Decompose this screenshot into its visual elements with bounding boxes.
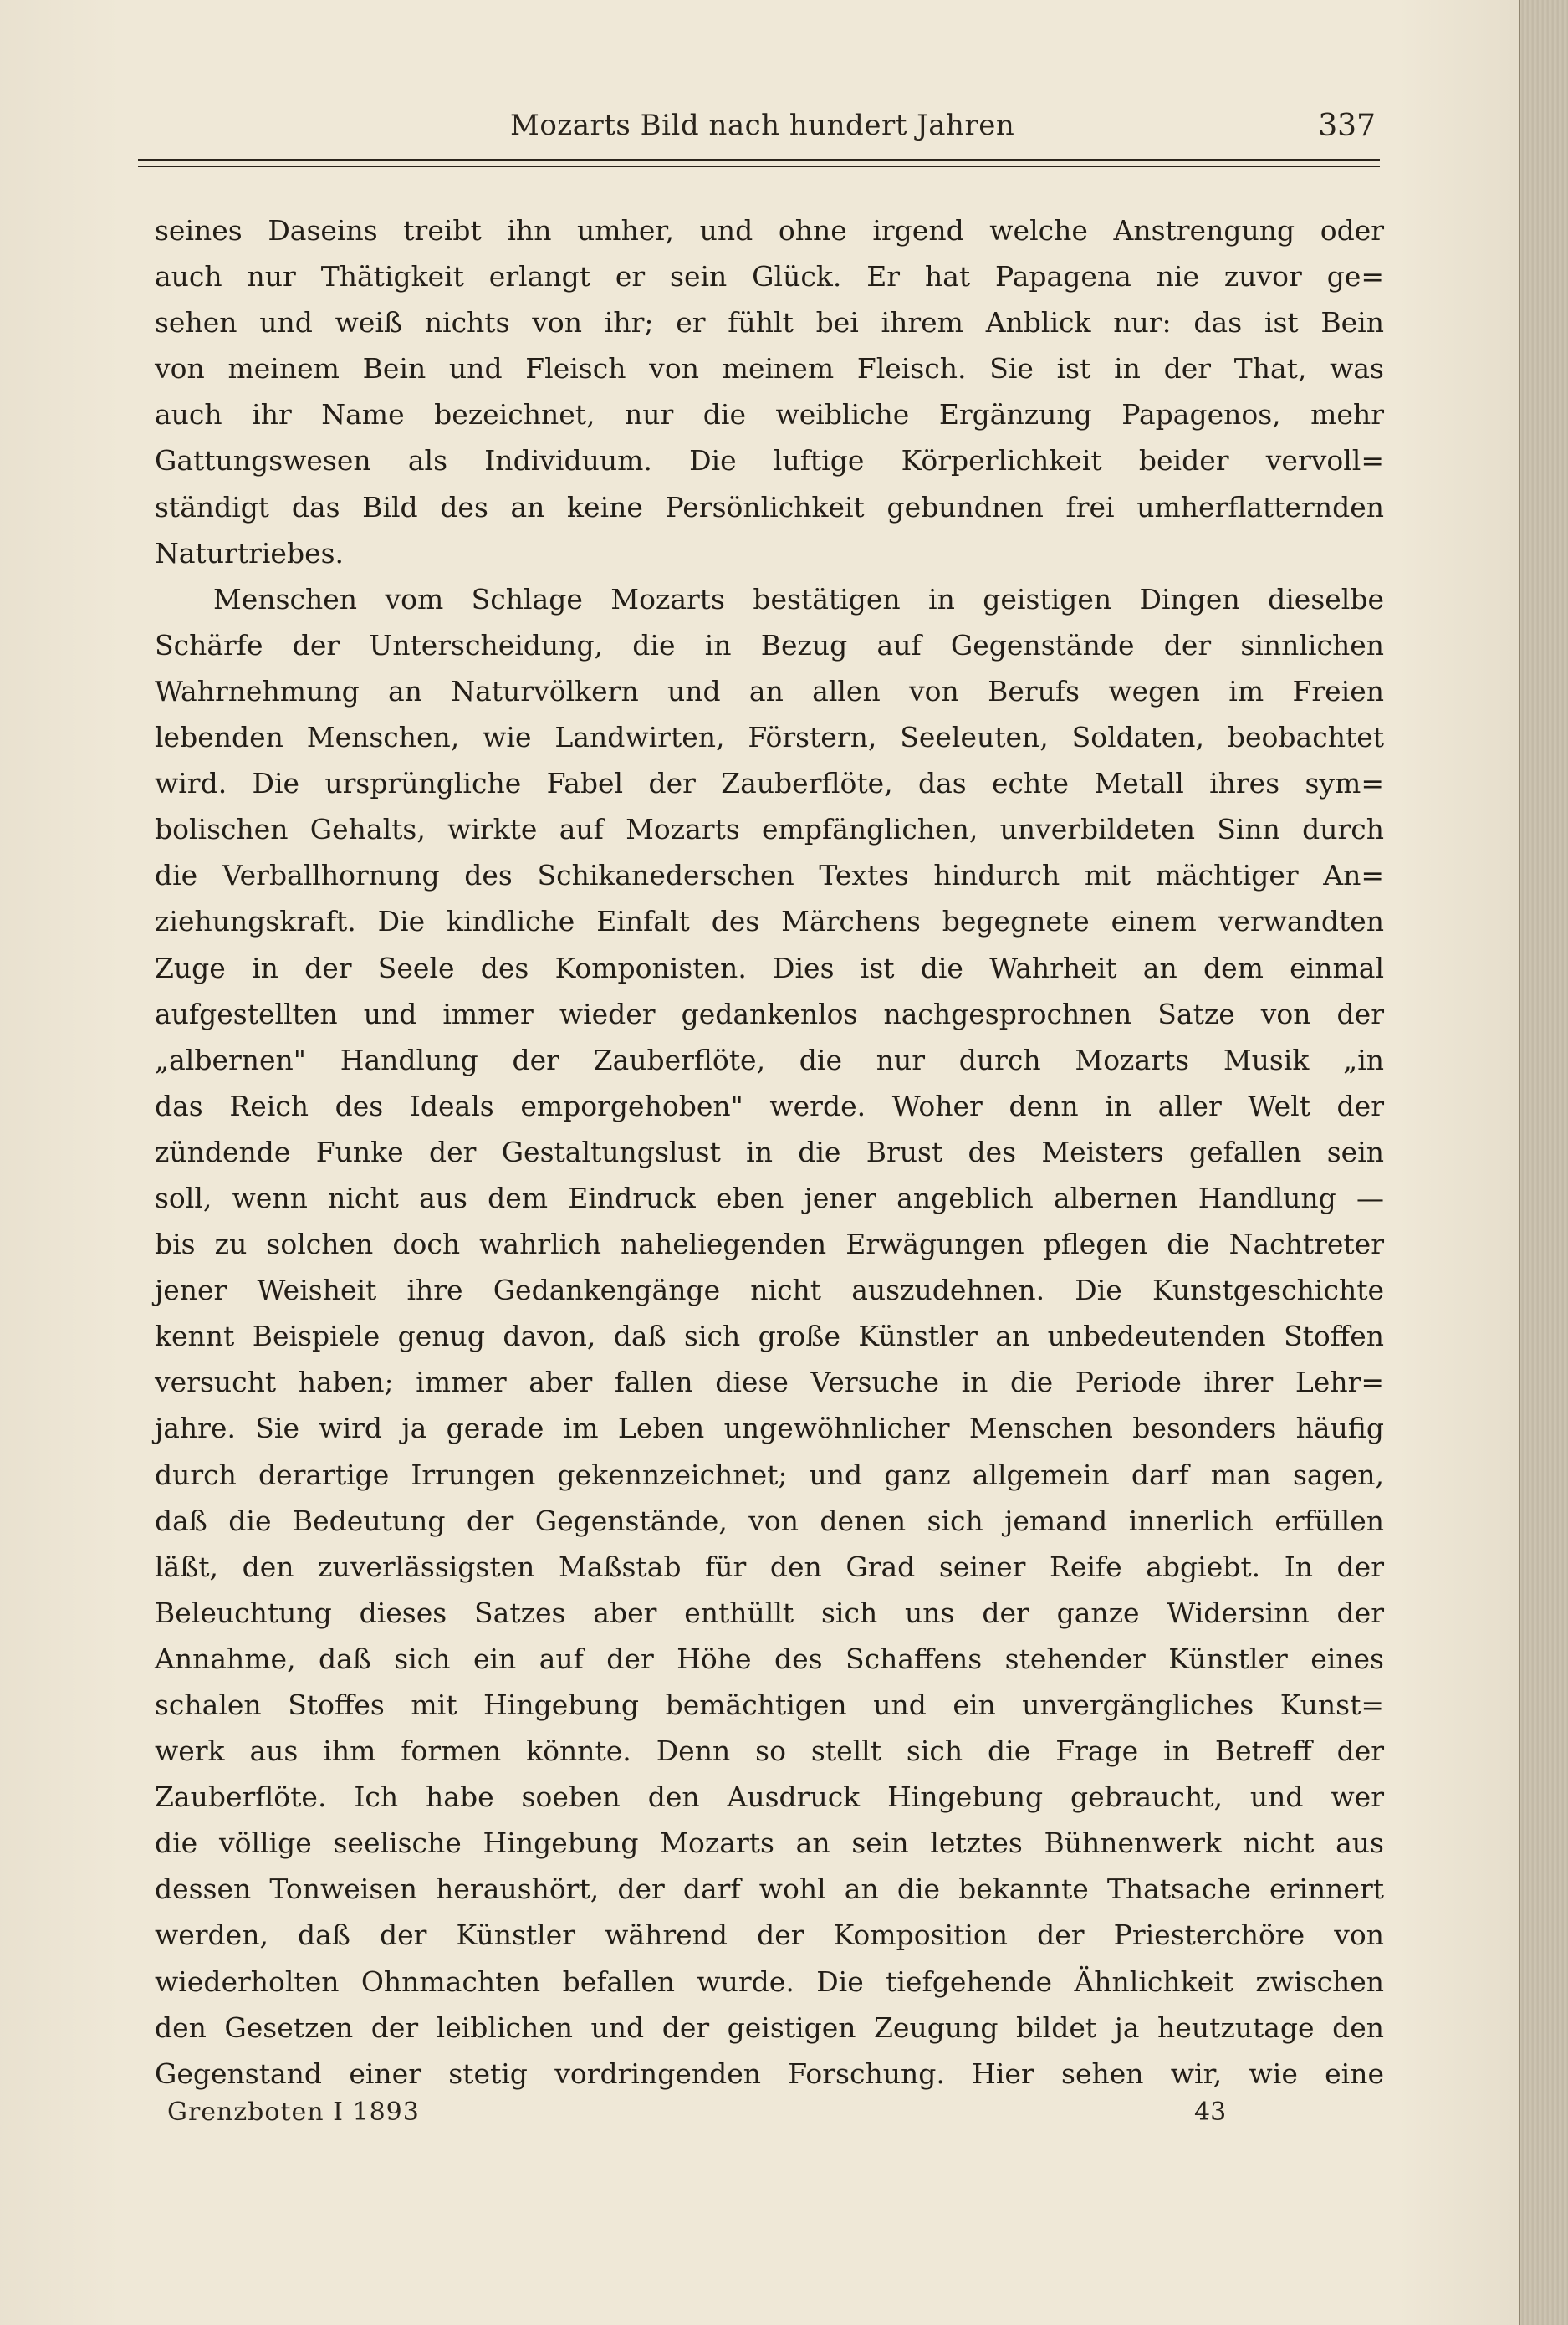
text-line: daß die Bedeutung der Gegenstände, von denen sich jemand innerlich erfüllen: [155, 1504, 1384, 1537]
text-line: Wahrnehmung an Naturvölkern und an allen von Berufs wegen im Freien: [155, 674, 1384, 708]
text-line: ständigt das Bild des an keine Persönlichkeit gebundnen frei umherflatternden: [155, 490, 1384, 524]
text-line: die völlige seelische Hingebung Mozarts an sein letztes Bühnenwerk nicht aus: [155, 1827, 1384, 1860]
text-line: jahre. Sie wird ja gerade im Leben ungewöhnlicher Menschen besonders häufig: [155, 1412, 1384, 1445]
text-line: Zuge in der Seele des Komponisten. Dies ist die Wahrheit an dem einmal: [155, 951, 1384, 984]
text-line: Beleuchtung dieses Satzes aber enthüllt sich uns der ganze Widersinn der: [155, 1596, 1384, 1629]
text-line: von meinem Bein und Fleisch von meinem Fleisch. Sie ist in der That, was: [155, 352, 1384, 386]
text-line: den Gesetzen der leiblichen und der geistigen Zeugung bildet ja heutzutage den: [155, 2011, 1384, 2044]
text-line: jener Weisheit ihre Gedankengänge nicht auszudehnen. Die Kunstgeschichte: [155, 1274, 1384, 1307]
text-line: dessen Tonweisen heraushört, der darf wohl an die bekannte Thatsache erinnert: [155, 1873, 1384, 1906]
page-header: [138, 109, 1376, 159]
text-line: werden, daß der Künstler während der Komposition der Priesterchöre von: [155, 1919, 1384, 1952]
text-line: Annahme, daß sich ein auf der Höhe des Schaffens stehender Künstler eines: [155, 1642, 1384, 1675]
page-number: 337: [1318, 109, 1376, 143]
text-line: soll, wenn nicht aus dem Eindruck eben jener angeblich albernen Handlung —: [155, 1181, 1384, 1214]
text-line: wird. Die ursprüngliche Fabel der Zauberflöte, das echte Metall ihres sym=: [155, 767, 1384, 800]
text-line: ziehungskraft. Die kindliche Einfalt des Märchens begegnete einem verwandten: [155, 905, 1384, 938]
footer-signature: 43: [1194, 2098, 1227, 2127]
text-line: bolischen Gehalts, wirkte auf Mozarts empfänglichen, unverbildeten Sinn durch: [155, 813, 1384, 846]
text-line: Gegenstand einer stetig vordringenden Forschung. Hier sehen wir, wie eine: [155, 2057, 1384, 2090]
text-line: bis zu solchen doch wahrlich naheliegenden Erwägungen pflegen die Nachtreter: [155, 1228, 1384, 1261]
text-line: schalen Stoffes mit Hingebung bemächtigen und ein unvergängliches Kunst=: [155, 1689, 1384, 1721]
text-line: Menschen vom Schlage Mozarts bestätigen in geistigen Dingen dieselbe: [213, 582, 1384, 616]
text-line: durch derartige Irrungen gekennzeichnet; und ganz allgemein darf man sagen,: [155, 1458, 1384, 1491]
text-line: versucht haben; immer aber fallen diese Versuche in die Periode ihrer Lehr=: [155, 1366, 1384, 1399]
text-line: Schärfe der Unterscheidung, die in Bezug auf Gegenstände der sinnlichen: [155, 628, 1384, 662]
page-edge: [1519, 0, 1568, 2325]
text-line: sehen und weiß nichts von ihr; er fühlt bei ihrem Anblick nur: das ist Bein: [155, 306, 1384, 340]
text-line: auch ihr Name bezeichnet, nur die weibliche Ergänzung Papagenos, mehr: [155, 398, 1384, 432]
text-line: lebenden Menschen, wie Landwirten, Förstern, Seeleuten, Soldaten, beobachtet: [155, 721, 1384, 754]
header-rule-thick: [138, 159, 1380, 161]
text-line: wiederholten Ohnmachten befallen wurde. Die tiefgehende Ähnlichkeit zwischen: [155, 1965, 1384, 1998]
text-line: Naturtriebes.: [155, 536, 345, 570]
header-rule-thin: [138, 166, 1380, 167]
text-line: zündende Funke der Gestaltungslust in die Brust des Meisters gefallen sein: [155, 1135, 1384, 1168]
text-line: die Verballhornung des Schikanederschen Textes hindurch mit mächtiger An=: [155, 859, 1384, 892]
text-line: das Reich des Ideals emporgehoben" werde. Woher denn in aller Welt der: [155, 1089, 1384, 1122]
text-line: werk aus ihm formen könnte. Denn so stellt sich die Frage in Betreff der: [155, 1735, 1384, 1768]
text-line: Zauberflöte. Ich habe soeben den Ausdruck Hingebung gebraucht, und wer: [155, 1781, 1384, 1814]
text-line: auch nur Thätigkeit erlangt er sein Glück. Er hat Papagena nie zuvor ge=: [155, 260, 1384, 294]
text-line: kennt Beispiele genug davon, daß sich große Künstler an unbedeutenden Stoffen: [155, 1320, 1384, 1353]
text-line: Gattungswesen als Individuum. Die luftige Körperlichkeit beider vervoll=: [155, 444, 1384, 478]
text-line: aufgestellten und immer wieder gedankenlos nachgesprochnen Satze von der: [155, 997, 1384, 1030]
body-text: [155, 207, 1384, 2097]
text-line: „albernen" Handlung der Zauberflöte, die nur durch Mozarts Musik „in: [155, 1043, 1384, 1076]
footer-publication: Grenzboten I 1893: [167, 2098, 420, 2127]
text-line: seines Daseins treibt ihn umher, und ohne irgend welche Anstrengung oder: [155, 214, 1384, 247]
running-title: Mozarts Bild nach hundert Jahren: [510, 109, 1015, 142]
text-line: läßt, den zuverlässigsten Maßstab für den Grad seiner Reife abgiebt. In der: [155, 1550, 1384, 1583]
